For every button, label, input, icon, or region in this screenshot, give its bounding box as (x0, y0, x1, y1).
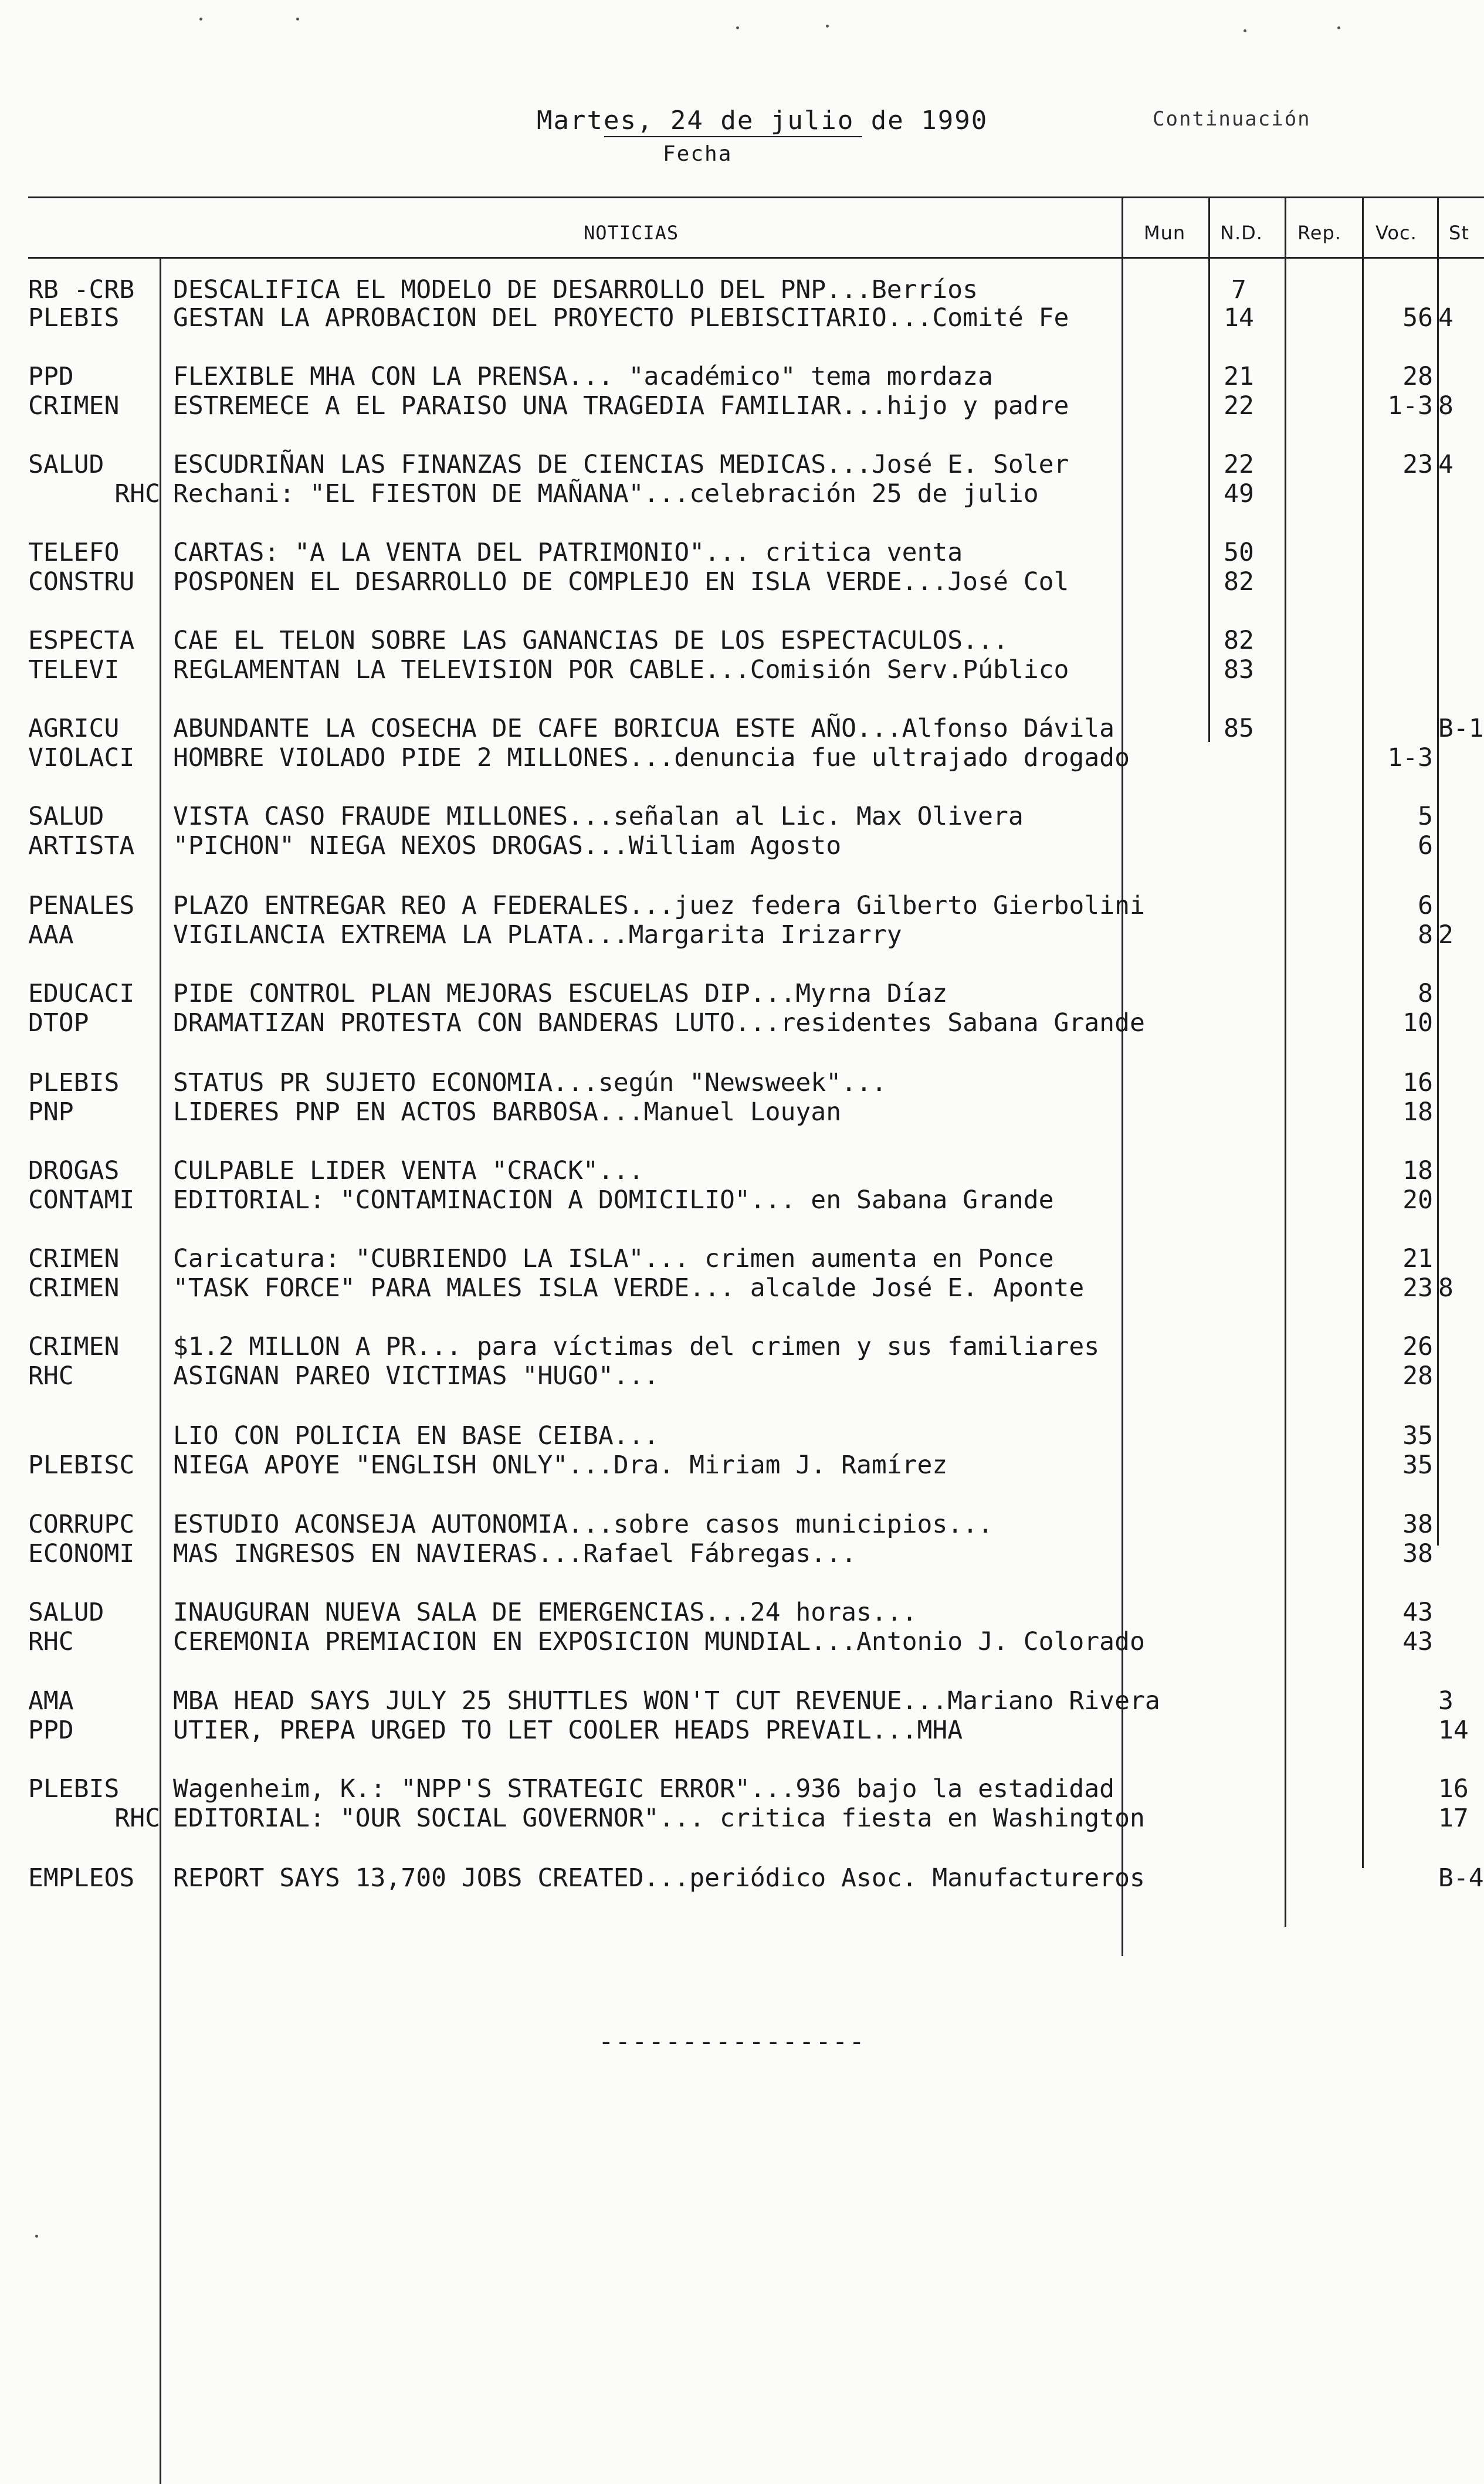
st-page: 8 (1438, 1273, 1453, 1303)
nd-page: 82 (1224, 567, 1254, 597)
headline: ESTREMECE A EL PARAISO UNA TRAGEDIA FAMILIAR...hijo y padre (173, 391, 1069, 421)
voc-page: 6 (1418, 831, 1433, 860)
headline: ABUNDANTE LA COSECHA DE CAFE BORICUA ESTE AÑO...Alfonso Dávila (173, 714, 1115, 743)
voc-page: 18 (1402, 1156, 1433, 1185)
headline: STATUS PR SUJETO ECONOMIA...según "Newsweek"... (173, 1068, 887, 1097)
nd-page: 22 (1224, 450, 1254, 479)
st-page: B-4 (1438, 1863, 1484, 1893)
headline: MBA HEAD SAYS JULY 25 SHUTTLES WON'T CUT REVENUE...Mariano Rivera (173, 1686, 1160, 1716)
voc-page: 28 (1402, 362, 1433, 391)
news-row (0, 744, 1484, 772)
scan-speck (736, 26, 739, 29)
headline: ESCUDRIÑAN LAS FINANZAS DE CIENCIAS MEDICAS...José E. Soler (173, 450, 1069, 479)
section-code: TELEVI (28, 655, 120, 684)
news-row (0, 392, 1484, 420)
news-row (0, 1775, 1484, 1803)
voc-page: 20 (1402, 1185, 1433, 1215)
headline: REGLAMENTAN LA TELEVISION POR CABLE...Comisión Serv.Público (173, 655, 1069, 684)
news-row (0, 568, 1484, 596)
scan-speck (1244, 29, 1246, 32)
news-row (0, 1716, 1484, 1744)
section-code: ECONOMI (28, 1539, 135, 1568)
news-row (0, 921, 1484, 949)
headline: $1.2 MILLON A PR... para víctimas del crimen y sus familiares (173, 1332, 1100, 1361)
voc-page: 43 (1402, 1598, 1433, 1627)
section-code: RHC (28, 1361, 74, 1391)
section-code: PPD (28, 1716, 74, 1745)
scan-speck (199, 18, 202, 21)
headline: DRAMATIZAN PROTESTA CON BANDERAS LUTO...residentes Sabana Grande (173, 1008, 1145, 1038)
st-page: 14 (1438, 1716, 1469, 1745)
scan-speck (1337, 26, 1340, 29)
headline: CAE EL TELON SOBRE LAS GANANCIAS DE LOS ESPECTACULOS... (173, 626, 1008, 655)
news-row (0, 450, 1484, 479)
news-row (0, 1804, 1484, 1832)
continuation-label: Continuación (1153, 107, 1311, 131)
voc-page: 8 (1418, 979, 1433, 1008)
section-code: RHC (114, 479, 160, 509)
table-header-rule (28, 257, 1484, 259)
news-row (0, 480, 1484, 508)
news-row (0, 1245, 1484, 1273)
headline: INAUGURAN NUEVA SALA DE EMERGENCIAS...24 horas... (173, 1598, 917, 1627)
headline: CARTAS: "A LA VENTA DEL PATRIMONIO"... critica venta (173, 538, 963, 567)
section-code: CRIMEN (28, 1244, 120, 1273)
news-row (0, 1157, 1484, 1185)
scan-speck (826, 25, 829, 28)
column-header-nd: N.D. (1220, 222, 1263, 244)
section-code: TELEFO (28, 538, 120, 567)
news-row (0, 802, 1484, 831)
voc-page: 23 (1402, 1273, 1433, 1303)
news-row (0, 1186, 1484, 1214)
headline: EDITORIAL: "OUR SOCIAL GOVERNOR"... critica fiesta en Washington (173, 1804, 1145, 1833)
voc-page: 38 (1402, 1510, 1433, 1539)
footer-dash-rule: ---------------- (598, 2026, 866, 2056)
section-code: PLEBIS (28, 1068, 120, 1097)
nd-page: 83 (1224, 655, 1254, 684)
st-page: 16 (1438, 1774, 1469, 1804)
section-code: DTOP (28, 1008, 89, 1038)
scan-speck (35, 2235, 38, 2238)
section-code: EDUCACI (28, 979, 135, 1008)
news-row (0, 1069, 1484, 1097)
voc-page: 26 (1402, 1332, 1433, 1361)
column-header-st: St (1449, 222, 1469, 244)
nd-page: 14 (1224, 303, 1254, 333)
st-page: B-1 (1438, 714, 1484, 743)
headline: VISTA CASO FRAUDE MILLONES...señalan al Lic. Max Olivera (173, 802, 1024, 831)
headline: GESTAN LA APROBACION DEL PROYECTO PLEBISCITARIO...Comité Fe (173, 303, 1069, 333)
nd-page: 21 (1224, 362, 1254, 391)
section-code: PENALES (28, 891, 135, 920)
voc-page: 56 (1402, 303, 1433, 333)
st-page: 3 (1438, 1686, 1453, 1716)
headline: NIEGA APOYE "ENGLISH ONLY"...Dra. Miriam J. Ramírez (173, 1451, 948, 1480)
headline: PLAZO ENTREGAR REO A FEDERALES...juez federa Gilberto Gierbolini (173, 891, 1145, 920)
news-row (0, 1864, 1484, 1892)
st-page: 4 (1438, 450, 1453, 479)
news-row (0, 276, 1484, 304)
news-row (0, 538, 1484, 567)
nd-page: 82 (1224, 626, 1254, 655)
section-code: RB -CRB (28, 275, 135, 304)
news-row (0, 1687, 1484, 1715)
voc-page: 5 (1418, 802, 1433, 831)
voc-page: 6 (1418, 891, 1433, 920)
column-header-rep: Rep. (1297, 222, 1341, 244)
news-row (0, 1333, 1484, 1361)
news-row (0, 980, 1484, 1008)
st-page: 8 (1438, 391, 1453, 421)
news-row (0, 656, 1484, 684)
section-code: PPD (28, 362, 74, 391)
voc-page: 28 (1402, 1361, 1433, 1391)
news-row (0, 1098, 1484, 1126)
section-code: CONTAMI (28, 1185, 135, 1215)
news-row (0, 1362, 1484, 1390)
nd-page: 22 (1224, 391, 1254, 421)
nd-page: 85 (1224, 714, 1254, 743)
column-header-noticias: NOTICIAS (584, 222, 679, 244)
nd-page: 50 (1224, 538, 1254, 567)
headline: HOMBRE VIOLADO PIDE 2 MILLONES...denuncia fue ultrajado drogado (173, 743, 1130, 772)
section-code: CONSTRU (28, 567, 135, 597)
section-code: EMPLEOS (28, 1863, 135, 1893)
headline: ASIGNAN PAREO VICTIMAS "HUGO"... (173, 1361, 659, 1391)
news-row (0, 304, 1484, 332)
header-date: Martes, 24 de julio de 1990 (537, 106, 988, 135)
voc-page: 43 (1402, 1627, 1433, 1656)
voc-page: 1-3 (1387, 391, 1433, 421)
news-row (0, 892, 1484, 920)
section-code: AAA (28, 920, 74, 950)
nd-page: 7 (1231, 275, 1246, 304)
headline: LIDERES PNP EN ACTOS BARBOSA...Manuel Louyan (173, 1097, 842, 1127)
voc-page: 35 (1402, 1451, 1433, 1480)
news-row (0, 1422, 1484, 1450)
st-page: 4 (1438, 303, 1453, 333)
news-row (0, 1451, 1484, 1479)
column-header-mun: Mun (1144, 222, 1186, 244)
news-row (0, 1598, 1484, 1626)
section-code: SALUD (28, 1598, 104, 1627)
news-row (0, 714, 1484, 743)
voc-page: 10 (1402, 1008, 1433, 1038)
section-code: SALUD (28, 450, 104, 479)
section-code: PNP (28, 1097, 74, 1127)
headline: UTIER, PREPA URGED TO LET COOLER HEADS PREVAIL...MHA (173, 1716, 963, 1745)
table-top-rule (28, 196, 1484, 198)
section-code: CRIMEN (28, 1273, 120, 1303)
section-code: CRIMEN (28, 391, 120, 421)
section-code: VIOLACI (28, 743, 135, 772)
news-row (0, 1510, 1484, 1538)
section-code: PLEBISC (28, 1451, 135, 1480)
section-code: PLEBIS (28, 1774, 120, 1804)
headline: LIO CON POLICIA EN BASE CEIBA... (173, 1421, 659, 1451)
news-row (0, 1274, 1484, 1302)
voc-page: 16 (1402, 1068, 1433, 1097)
headline: CULPABLE LIDER VENTA "CRACK"... (173, 1156, 644, 1185)
headline: Rechani: "EL FIESTON DE MAÑANA"...celebración 25 de julio (173, 479, 1039, 509)
section-code: DROGAS (28, 1156, 120, 1185)
voc-page: 18 (1402, 1097, 1433, 1127)
voc-page: 8 (1418, 920, 1433, 950)
section-code: RHC (28, 1627, 74, 1656)
headline: POSPONEN EL DESARROLLO DE COMPLEJO EN ISLA VERDE...José Col (173, 567, 1069, 597)
headline: VIGILANCIA EXTREMA LA PLATA...Margarita Irizarry (173, 920, 902, 950)
section-code: CORRUPC (28, 1510, 135, 1539)
headline: Wagenheim, K.: "NPP'S STRATEGIC ERROR"...936 bajo la estadidad (173, 1774, 1115, 1804)
headline: DESCALIFICA EL MODELO DE DESARROLLO DEL PNP...Berríos (173, 275, 978, 304)
section-code: RHC (114, 1804, 160, 1833)
headline: EDITORIAL: "CONTAMINACION A DOMICILIO"... en Sabana Grande (173, 1185, 1054, 1215)
st-page: 17 (1438, 1804, 1469, 1833)
section-code: AGRICU (28, 714, 120, 743)
headline: ESTUDIO ACONSEJA AUTONOMIA...sobre casos municipios... (173, 1510, 993, 1539)
news-row (0, 626, 1484, 655)
news-row (0, 1009, 1484, 1037)
headline: PIDE CONTROL PLAN MEJORAS ESCUELAS DIP...Myrna Díaz (173, 979, 948, 1008)
headline: "TASK FORCE" PARA MALES ISLA VERDE... alcalde José E. Aponte (173, 1273, 1085, 1303)
date-underline (604, 136, 862, 137)
section-code: PLEBIS (28, 303, 120, 333)
news-row (0, 362, 1484, 391)
voc-page: 1-3 (1387, 743, 1433, 772)
news-row (0, 832, 1484, 860)
headline: "PICHON" NIEGA NEXOS DROGAS...William Agosto (173, 831, 842, 860)
st-page: 2 (1438, 920, 1453, 950)
nd-page: 49 (1224, 479, 1254, 509)
headline: MAS INGRESOS EN NAVIERAS...Rafael Fábregas... (173, 1539, 856, 1568)
section-code: ESPECTA (28, 626, 135, 655)
voc-page: 35 (1402, 1421, 1433, 1451)
news-row (0, 1540, 1484, 1568)
headline: Caricatura: "CUBRIENDO LA ISLA"... crimen aumenta en Ponce (173, 1244, 1054, 1273)
voc-page: 21 (1402, 1244, 1433, 1273)
column-header-voc: Voc. (1375, 222, 1417, 244)
voc-page: 23 (1402, 450, 1433, 479)
scan-speck (296, 18, 299, 21)
section-code: CRIMEN (28, 1332, 120, 1361)
fecha-label: Fecha (663, 142, 733, 166)
headline: FLEXIBLE MHA CON LA PRENSA... "académico" tema mordaza (173, 362, 993, 391)
news-row (0, 1628, 1484, 1656)
section-code: AMA (28, 1686, 74, 1716)
voc-page: 38 (1402, 1539, 1433, 1568)
section-code: ARTISTA (28, 831, 135, 860)
headline: REPORT SAYS 13,700 JOBS CREATED...periódico Asoc. Manufactureros (173, 1863, 1145, 1893)
headline: CEREMONIA PREMIACION EN EXPOSICION MUNDIAL...Antonio J. Colorado (173, 1627, 1145, 1656)
section-code: SALUD (28, 802, 104, 831)
